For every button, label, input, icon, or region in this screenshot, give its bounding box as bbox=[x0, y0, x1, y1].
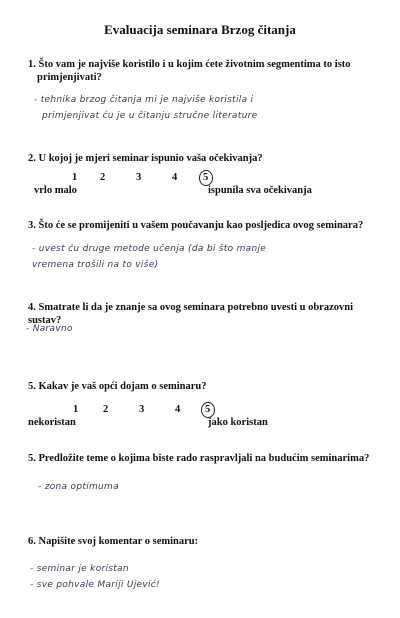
answer-7-line: - sve pohvale Mariji Ujević! bbox=[30, 580, 160, 590]
question-4-text: 4. Smatrate li da je znanje sa ovog seminara potrebno uvesti u obrazovni sustav? bbox=[28, 302, 354, 326]
answer-1-line: - tehnika brzog čitanja mi je najviše koristila i bbox=[34, 95, 254, 105]
scale-2-option-4: 4 bbox=[172, 172, 178, 183]
answer-1 bbox=[34, 92, 384, 124]
question-3-text: 3. Što će se promijeniti u vašem poučavanju kao posljedica ovog seminara? bbox=[28, 220, 364, 231]
scale-5-high-label: jako koristan bbox=[208, 417, 268, 428]
answer-4-line: - Naravno bbox=[26, 324, 73, 334]
question-1-text-line2: primjenjivati? bbox=[37, 72, 102, 83]
scale-2-option-2: 2 bbox=[100, 172, 106, 183]
answer-6 bbox=[38, 479, 388, 495]
selected-circle-2 bbox=[199, 170, 213, 186]
question-1-text-line1: 1. Što vam je najviše koristilo i u kojim ćete životnim segmentima to isto bbox=[28, 59, 351, 70]
answer-4 bbox=[26, 321, 376, 337]
question-6-text: 5. Predložite teme o kojima biste rado raspravljali na budućim seminarima? bbox=[28, 453, 370, 464]
answer-3-line: - uvest ću druge metode učenja (da bi što manje bbox=[32, 244, 267, 254]
question-2-text: 2. U kojoj je mjeri seminar ispunio vaša očekivanja? bbox=[28, 153, 263, 164]
scale-2-option-3: 3 bbox=[136, 172, 142, 183]
selected-circle-5 bbox=[201, 402, 215, 418]
scale-5-option-2: 2 bbox=[103, 404, 109, 415]
scale-2-option-1: 1 bbox=[72, 172, 78, 183]
answer-7 bbox=[30, 561, 380, 593]
answer-7-line: - seminar je koristan bbox=[30, 564, 129, 574]
scale-2-option-5: 5 bbox=[203, 172, 209, 183]
question-5-text: 5. Kakav je vaš opći dojam o seminaru? bbox=[28, 381, 207, 392]
scale-5-low-label: nekoristan bbox=[28, 417, 76, 428]
form-title: Evaluacija seminara Brzog čitanja bbox=[104, 22, 296, 37]
scale-5-option-5: 5 bbox=[205, 404, 211, 415]
scale-5-option-3: 3 bbox=[139, 404, 145, 415]
scale-2-high-label: ispunila sva očekivanja bbox=[208, 185, 312, 196]
answer-3 bbox=[32, 241, 382, 273]
answer-6-line: - zona optimuma bbox=[38, 482, 119, 492]
scale-2-low-label: vrlo malo bbox=[34, 185, 77, 196]
question-1 bbox=[28, 58, 378, 84]
answer-3-line: vremena trošili na to više) bbox=[32, 260, 159, 270]
question-7-text: 6. Napišite svoj komentar o seminaru: bbox=[28, 536, 199, 547]
answer-1-line: primjenjivat ću je u čitanju stručne literature bbox=[42, 111, 258, 121]
scale-5-option-4: 4 bbox=[175, 404, 181, 415]
scale-5-option-1: 1 bbox=[73, 404, 79, 415]
